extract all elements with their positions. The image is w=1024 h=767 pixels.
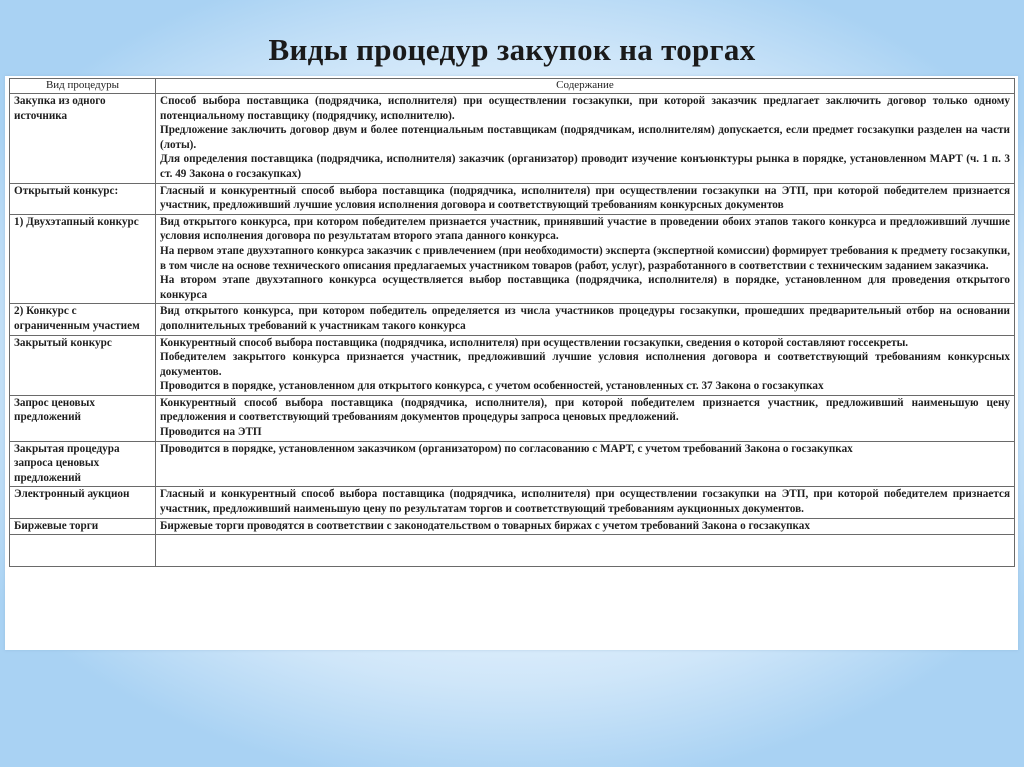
- table-row: [10, 335, 1015, 395]
- page-title: Виды процедур закупок на торгах: [268, 32, 756, 67]
- procedure-type-cell: Закупка из одного источника: [10, 94, 156, 184]
- procedure-type-cell: 1) Двухэтапный конкурс: [10, 214, 156, 304]
- table-row: [10, 214, 1015, 304]
- procedure-type-cell: Открытый конкурс:: [10, 183, 156, 214]
- procedure-content-cell: [156, 395, 1015, 441]
- table-row: [10, 441, 1015, 487]
- content-paragraph: Конкурентный способ выбора поставщика (подрядчика, исполнителя), при которой победителем признается участник, предложивший наименьшую цену предложения и соответствующий требованиям документов процедуры запроса ценовых предложений.: [160, 396, 1010, 424]
- content-paragraph: Конкурентный способ выбора поставщика (подрядчика, исполнителя) при осуществлении госзакупки, сведения о которой составляют госсекреты.: [160, 336, 909, 349]
- procedure-type-cell: Электронный аукцион: [10, 487, 156, 518]
- procedure-content-cell: [156, 518, 1015, 535]
- procedure-content-cell: [156, 441, 1015, 487]
- table-row-empty: [10, 535, 1015, 567]
- content-paragraph: Биржевые торги проводятся в соответствии с законодательством о товарных биржах с учетом требований Закона о госзакупках: [160, 519, 810, 532]
- content-paragraph: Гласный и конкурентный способ выбора поставщика (подрядчика, исполнителя) при осуществлении госзакупки на ЭТП, при которой победителем признается участник, предложивший наименьшую цену по результатам торгов и соответствующий требованиям аукционных документов.: [160, 488, 1010, 516]
- empty-cell: [10, 535, 156, 567]
- table-panel: [5, 76, 1018, 650]
- procedure-content-cell: [156, 335, 1015, 395]
- procedure-content-cell: [156, 183, 1015, 214]
- procedure-content-cell: [156, 487, 1015, 518]
- table-header-row: [10, 79, 1015, 94]
- content-paragraph: Способ выбора поставщика (подрядчика, исполнителя) при осуществлении госзакупки, при которой заказчик предлагает заключить договор только одному потенциальному поставщику (подрядчику, исполнителю).: [160, 95, 1010, 122]
- table-row: [10, 183, 1015, 214]
- content-paragraph: Вид открытого конкурса, при котором победителем признается участник, принявший участие в проведении обоих этапов такого конкурса и предложивший лучшие условия исполнения договора по результатам второго этапа данного конкурса.: [160, 215, 1010, 243]
- content-paragraph: Вид открытого конкурса, при котором победитель определяется из числа участников процедуры госзакупки, прошедших предварительный отбор на основании дополнительных требований к участникам такого конкурса: [160, 305, 1010, 332]
- procedure-type-cell: Закрытая процедура запроса ценовых предложений: [10, 441, 156, 487]
- table-row: [10, 395, 1015, 441]
- header-content: Содержание: [156, 79, 1015, 94]
- header-procedure-type: Вид процедуры: [10, 79, 156, 94]
- content-paragraph: Гласный и конкурентный способ выбора поставщика (подрядчика, исполнителя) при осуществлении госзакупки на ЭТП, при которой победителем признается участник, предложивший лучшие условия исполнения договора и соответствующий требованиям конкурсных документов: [160, 184, 1010, 212]
- empty-cell: [156, 535, 1015, 567]
- procedure-content-cell: [156, 214, 1015, 304]
- procedure-type-cell: Биржевые торги: [10, 518, 156, 535]
- table-row: [10, 518, 1015, 535]
- content-paragraph: Проводится в порядке, установленном заказчиком (организатором) по согласованию с МАРТ, с учетом требований Закона о госзакупках: [160, 442, 853, 455]
- table-row: [10, 94, 1015, 184]
- content-paragraph: Для определения поставщика (подрядчика, исполнителя) заказчик (организатор) проводит изучение конъюнктуры рынка в порядке, установленном МАРТ (ч. 1 п. 3 ст. 49 Закона о госзакупках): [160, 153, 1010, 180]
- table-row: [10, 487, 1015, 518]
- content-paragraph: Предложение заключить договор двум и более потенциальным поставщикам (подрядчикам, исполнителям) допускается, если предмет госзакупки разделен на части (лоты).: [160, 124, 1010, 151]
- content-paragraph: Проводится в порядке, установленном для открытого конкурса, с учетом особенностей, установленных ст. 37 Закона о госзакупках: [160, 380, 824, 393]
- content-paragraph: Победителем закрытого конкурса признается участник, предложивший лучшие условия исполнения договора и соответствующий требованиям конкурсных документов.: [160, 351, 1010, 378]
- procedure-type-cell: Запрос ценовых предложений: [10, 395, 156, 441]
- procedure-content-cell: [156, 94, 1015, 184]
- content-paragraph: На первом этапе двухэтапного конкурса заказчик с привлечением (при необходимости) эксперта (экспертной комиссии) формирует требования к предмету госзакупки, в том числе на основе технического описания предлагаемых участником товаров (работ, услуг), разработанного в соответствии с техническим заданием заказчика.: [160, 244, 1010, 272]
- content-paragraph: Проводится на ЭТП: [160, 426, 262, 439]
- procurement-types-table: [9, 78, 1015, 567]
- procedure-type-cell: 2) Конкурс с ограниченным участием: [10, 304, 156, 335]
- table-row: [10, 304, 1015, 335]
- procedure-type-cell: Закрытый конкурс: [10, 335, 156, 395]
- procedure-content-cell: [156, 304, 1015, 335]
- content-paragraph: На втором этапе двухэтапного конкурса осуществляется выбор поставщика (подрядчика, исполнителя) в порядке, установленном для проведения открытого конкурса: [160, 274, 1010, 301]
